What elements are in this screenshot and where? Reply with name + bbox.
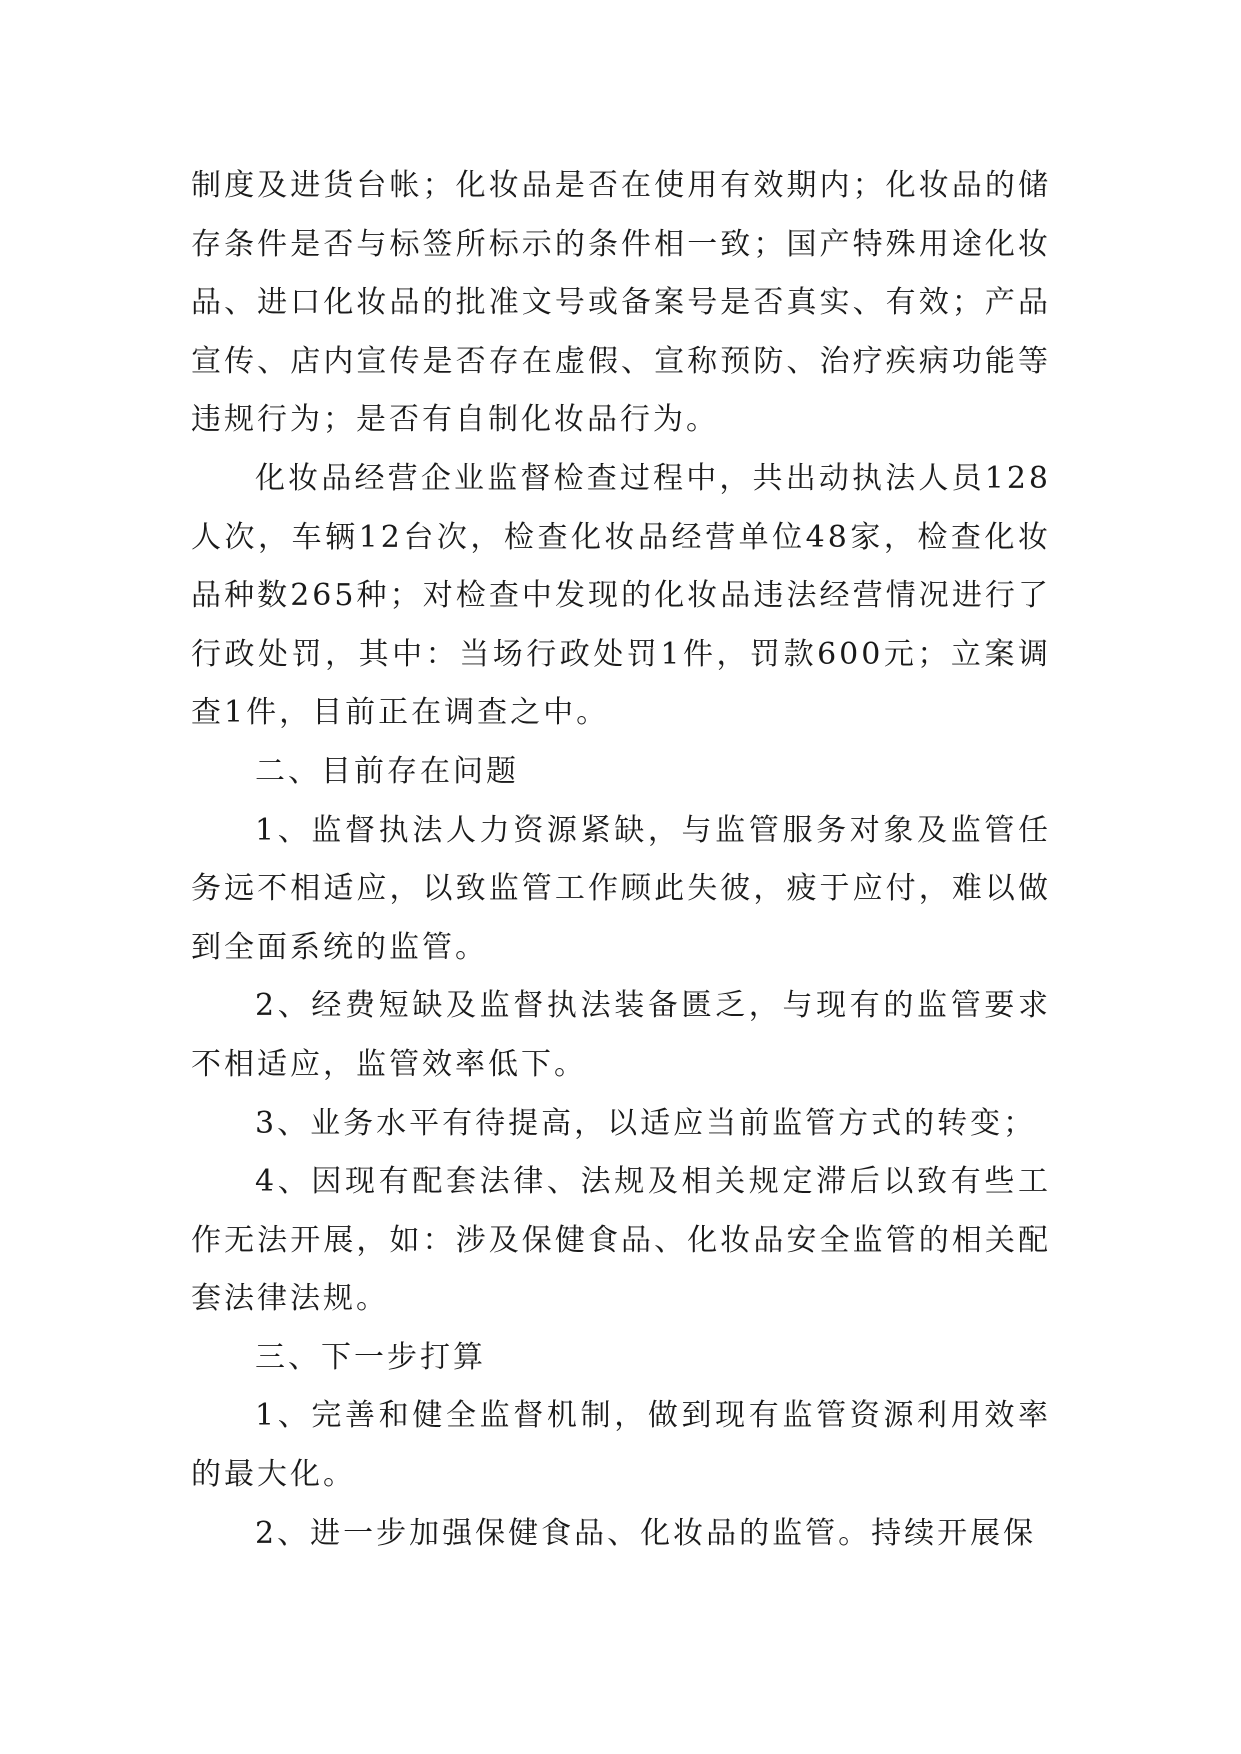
plan-item-1: 1、完善和健全监督机制，做到现有监管资源利用效率的最大化。 bbox=[191, 1398, 1051, 1493]
section-heading-problems: 二、目前存在问题 bbox=[255, 753, 519, 789]
document-body bbox=[191, 157, 1051, 1563]
problem-item-4: 4、因现有配套法律、法规及相关规定滞后以致有些工作无法开展，如：涉及保健食品、化妆品安全监管的相关配套法律法规。 bbox=[191, 1164, 1051, 1317]
problem-item-3: 3、业务水平有待提高，以适应当前监管方式的转变； bbox=[255, 1105, 1037, 1141]
paragraph-1: 制度及进货台帐；化妆品是否在使用有效期内；化妆品的储存条件是否与标签所标示的条件相一致；国产特殊用途化妆品、进口化妆品的批准文号或备案号是否真实、有效；产品宣传、店内宣传是否存在虚假、宣称预防、治疗疾病功能等违规行为；是否有自制化妆品行为。 bbox=[191, 168, 1051, 438]
problem-item-2: 2、经费短缺及监督执法装备匮乏，与现有的监管要求不相适应，监管效率低下。 bbox=[191, 988, 1051, 1082]
plan-item-2: 2、进一步加强保健食品、化妆品的监管。持续开展保 bbox=[255, 1515, 1037, 1551]
paragraph-2: 化妆品经营企业监督检查过程中，共出动执法人员128人次，车辆12台次，检查化妆品经营单位48家，检查化妆品种数265种；对检查中发现的化妆品违法经营情况进行了行政处罚，其中：当场行政处罚1件，罚款600元；立案调查1件，目前正在调查之中。 bbox=[191, 460, 1051, 731]
problem-item-1: 1、监督执法人力资源紧缺，与监管服务对象及监管任务远不相适应，以致监管工作顾此失彼，疲于应付，难以做到全面系统的监管。 bbox=[191, 812, 1051, 965]
section-heading-next-steps: 三、下一步打算 bbox=[255, 1339, 486, 1375]
